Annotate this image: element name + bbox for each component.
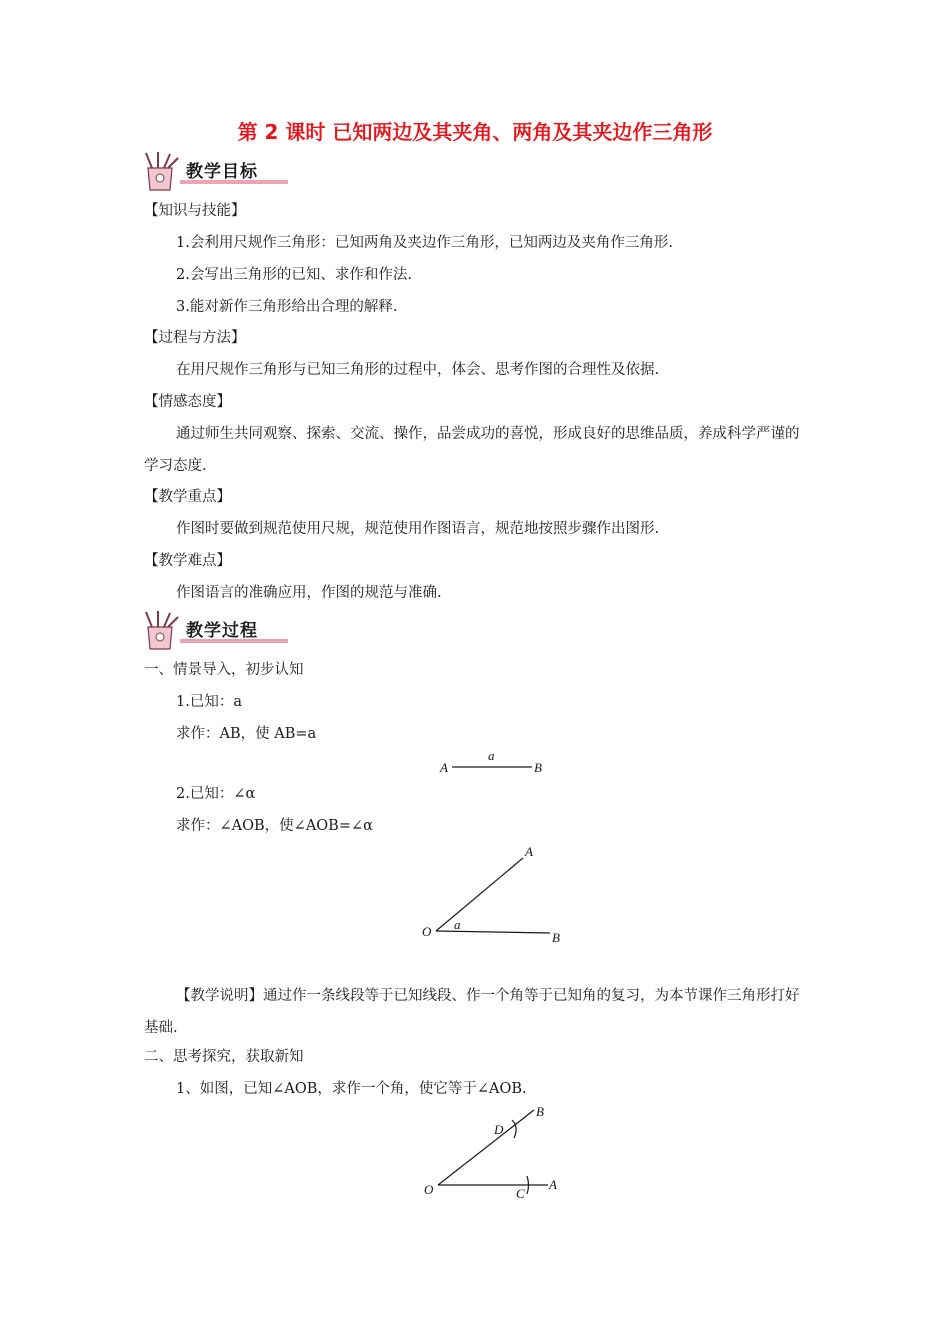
point-label-A: A <box>440 760 448 775</box>
q2-find: 求作：∠AOB，使∠AOB=∠α <box>176 818 373 834</box>
segment-figure <box>438 746 548 780</box>
point-label-C: C <box>516 1186 525 1201</box>
knowledge-header: 【知识与技能】 <box>144 203 246 219</box>
section-banner-goals <box>140 150 290 192</box>
section-banner-label: 教学过程 <box>186 621 258 641</box>
process-header: 【过程与方法】 <box>144 330 246 346</box>
key-text: 作图时要做到规范使用尺规，规范使用作图语言，规范地按照步骤作出图形. <box>176 521 660 537</box>
length-label-a: a <box>488 748 495 763</box>
part2-title: 二、思考探究，获取新知 <box>144 1049 304 1065</box>
point-label-B: B <box>534 760 542 775</box>
angle-figure <box>416 838 576 950</box>
point-label-B: B <box>552 930 560 945</box>
knowledge-item-2: 2.会写出三角形的已知、求作和作法. <box>176 267 412 283</box>
page-title: 第 2 课时 已知两边及其夹角、两角及其夹边作三角形 <box>237 120 713 144</box>
section-banner-label: 教学目标 <box>186 162 258 182</box>
q1-given: 1.已知：a <box>176 694 242 710</box>
point-label-B: B <box>536 1104 544 1119</box>
key-header: 【教学重点】 <box>144 489 231 505</box>
q3-text: 1、如图，已知∠AOB，求作一个角，使它等于∠AOB. <box>176 1081 527 1097</box>
point-label-O: O <box>422 924 432 939</box>
point-label-A: A <box>525 844 533 859</box>
part1-title: 一、情景导入，初步认知 <box>144 662 304 678</box>
angle-with-arcs-figure <box>418 1100 568 1204</box>
point-label-D: D <box>494 1122 504 1137</box>
point-label-O: O <box>424 1182 434 1197</box>
q1-find: 求作：AB，使 AB=a <box>176 726 317 742</box>
knowledge-item-3: 3.能对新作三角形给出合理的解释. <box>176 299 398 315</box>
angle-label-alpha: a <box>454 917 461 932</box>
emotion-text: 通过师生共同观察、探索、交流、操作，品尝成功的喜悦，形成良好的思维品质，养成科学严谨的学习态度. <box>144 426 800 474</box>
emotion-header: 【情感态度】 <box>144 394 231 410</box>
knowledge-item-1: 1.会利用尺规作三角形：已知两角及夹边作三角形，已知两边及夹角作三角形. <box>176 235 673 251</box>
difficulty-header: 【教学难点】 <box>144 553 231 569</box>
point-label-A: A <box>549 1177 557 1192</box>
teaching-note: 【教学说明】通过作一条线段等于已知线段、作一个角等于已知角的复习，为本节课作三角形打好基础. <box>144 988 800 1036</box>
q2-given: 2.已知：∠α <box>176 786 256 802</box>
difficulty-text: 作图语言的准确应用，作图的规范与准确. <box>176 585 442 601</box>
pencil-cup-icon <box>140 150 184 192</box>
pencil-cup-icon <box>140 609 184 651</box>
section-banner-process <box>140 609 290 651</box>
process-text: 在用尺规作三角形与已知三角形的过程中，体会、思考作图的合理性及依据. <box>176 362 660 378</box>
